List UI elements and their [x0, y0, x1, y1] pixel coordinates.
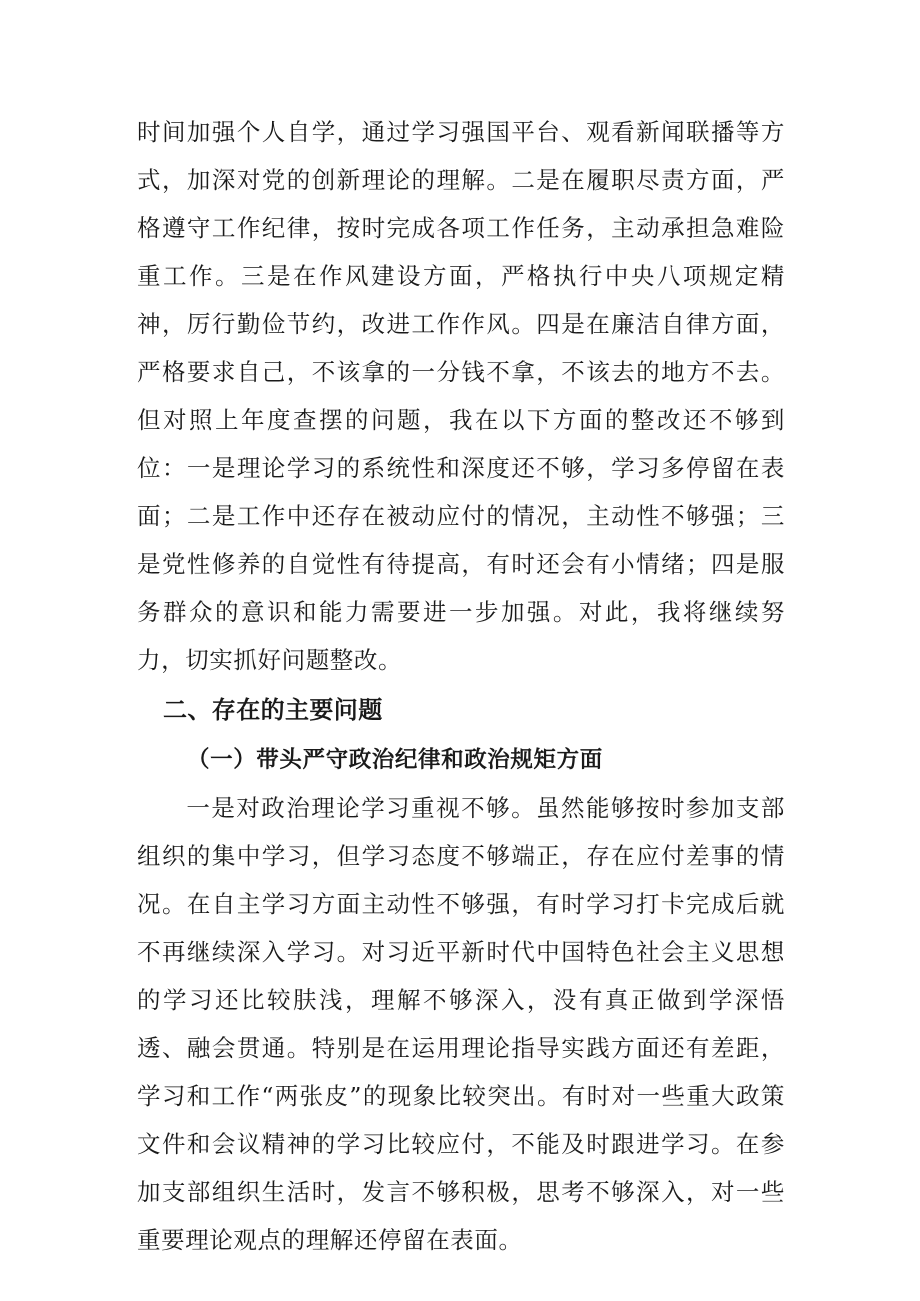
body-paragraph: 一是对政治理论学习重视不够。虽然能够按时参加支部组织的集中学习，但学习态度不够端正，存在应付差事的情况。在自主学习方面主动性不够强，有时学习打卡完成后就不再继续深入学习。对习近平新时代中国特色社会主义思想的学习还比较肤浅，理解不够深入，没有真正做到学深悟透、融会贯通。特别是在运用理论指导实践方面还有差距，学习和工作“两张皮”的现象比较突出。有时对一些重大政策文件和会议精神的学习比较应付，不能及时跟进学习。在参加支部组织生活时，发言不够积极，思考不够深入，对一些重要理论观点的理解还停留在表面。 — [137, 794, 785, 1254]
body-paragraph-continued: 时间加强个人自学，通过学习强国平台、观看新闻联播等方式，加深对党的创新理论的理解。二是在履职尽责方面，严格遵守工作纪律，按时完成各项工作任务，主动承担急难险重工作。三是在作风建设方面，严格执行中央八项规定精神，厉行勤俭节约，改进工作作风。四是在廉洁自律方面，严格要求自己，不该拿的一分钱不拿，不该去的地方不去。但对照上年度查摆的问题，我在以下方面的整改还不够到位：一是理论学习的系统性和深度还不够，学习多停留在表面；二是工作中还存在被动应付的情况，主动性不够强；三是党性修养的自觉性有待提高，有时还会有小情绪；四是服务群众的意识和能力需要进一步加强。对此，我将继续努力，切实抓好问题整改。 — [137, 118, 785, 674]
subsection-heading: （一）带头严守政治纪律和政治规矩方面 — [187, 747, 603, 773]
section-heading: 二、存在的主要问题 — [163, 696, 383, 724]
document-page — [137, 108, 785, 1264]
